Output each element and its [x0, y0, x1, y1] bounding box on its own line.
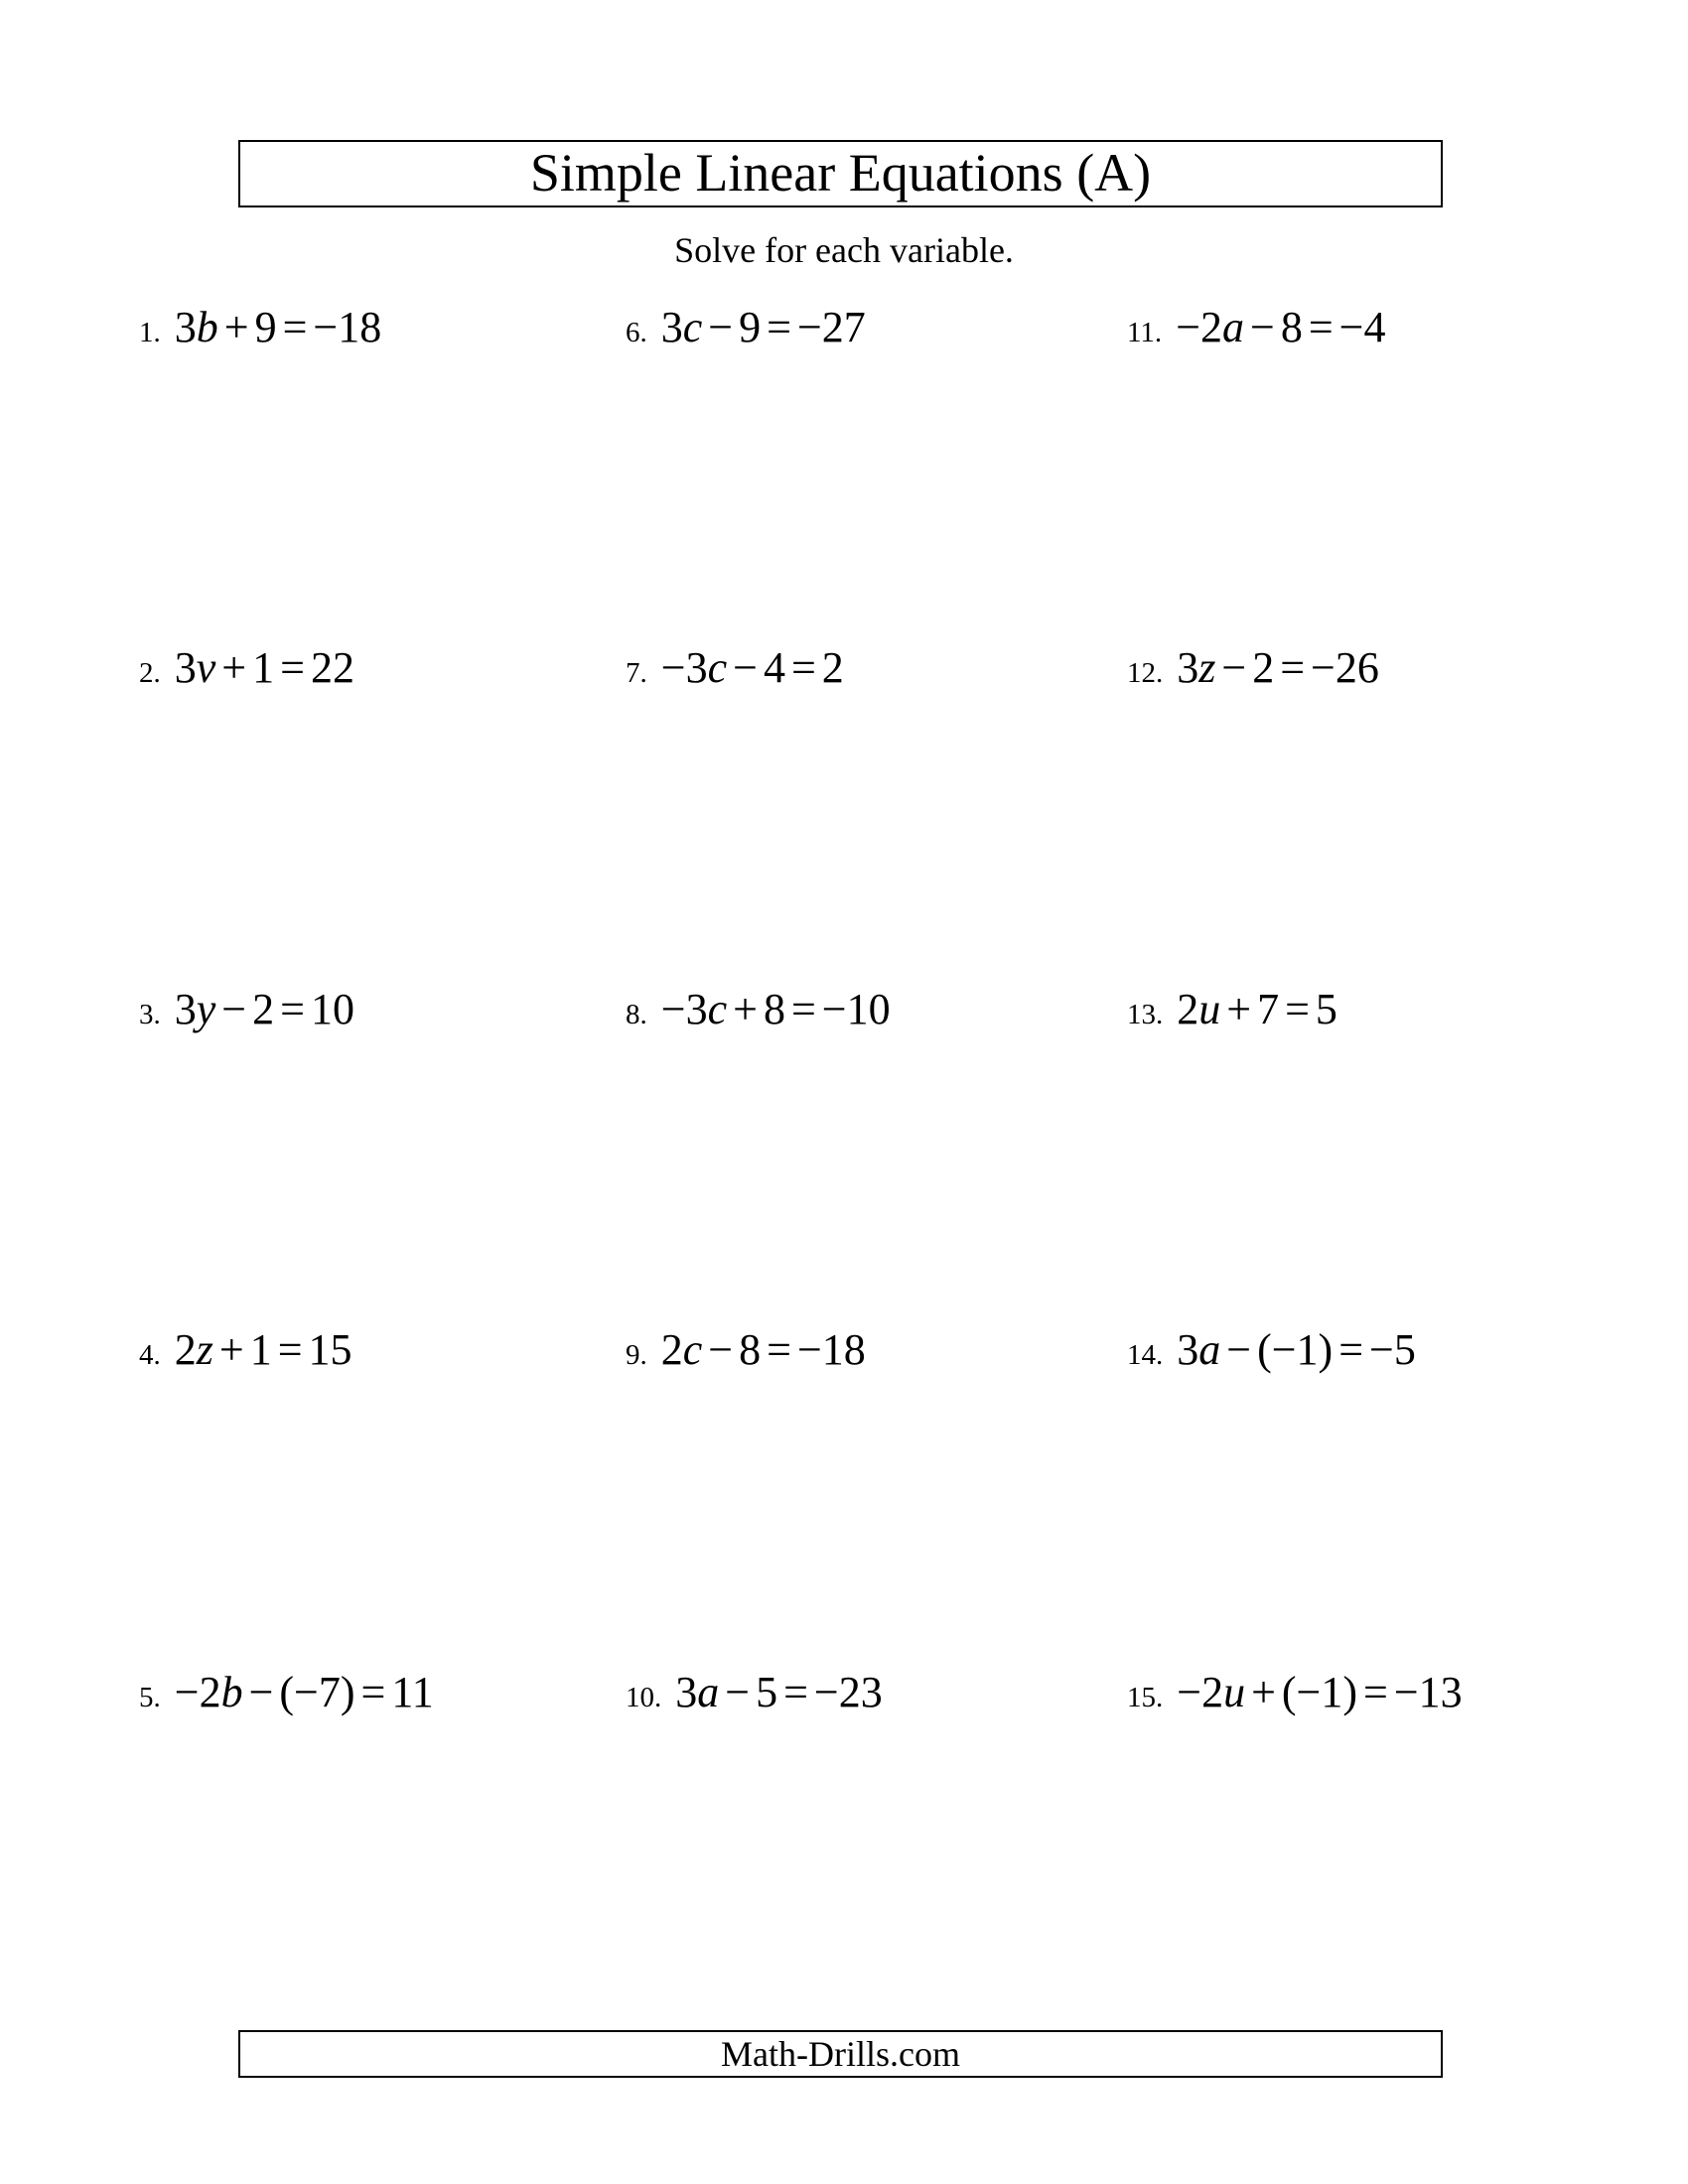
footer-credit: Math-Drills.com — [238, 2030, 1443, 2078]
equation-operator: = — [790, 985, 816, 1033]
problem-number: 9. — [626, 1339, 647, 1371]
equation — [1177, 985, 1337, 1033]
problem-10 — [626, 1668, 883, 1722]
problem-9 — [626, 1325, 866, 1380]
equation — [175, 303, 381, 351]
equation-variable: c — [682, 1325, 703, 1374]
problem-12 — [1127, 643, 1379, 698]
problem-13 — [1127, 985, 1337, 1039]
equation-variable: z — [196, 1325, 213, 1374]
equation-term: 22 — [310, 643, 354, 692]
equation-term: −2 — [1177, 1668, 1224, 1716]
equation-term: −13 — [1393, 1668, 1463, 1716]
equation-operator: = — [783, 1668, 808, 1716]
equation-term: 3 — [660, 303, 683, 351]
equation-term: 2 — [660, 1325, 683, 1374]
equation-variable: a — [1198, 1325, 1221, 1374]
equation-term: 3 — [174, 643, 197, 692]
equation-operator: − — [1250, 303, 1275, 351]
equation-variable: c — [682, 303, 703, 351]
equation-variable: b — [196, 303, 218, 351]
problem-1 — [139, 303, 381, 357]
problem-number: 14. — [1127, 1339, 1164, 1371]
problem-number: 12. — [1127, 657, 1164, 689]
equation-operator: − — [221, 985, 247, 1033]
equation-term: 1 — [252, 643, 275, 692]
equation-operator: = — [282, 303, 308, 351]
equation-term: 8 — [1280, 303, 1303, 351]
equation-operator: + — [1226, 985, 1252, 1033]
problem-8 — [626, 985, 891, 1039]
instructions: Solve for each variable. — [674, 230, 1014, 270]
equation — [675, 1668, 882, 1716]
equation — [175, 643, 354, 692]
equation-operator: − — [1226, 1325, 1252, 1374]
equation-variable: u — [1223, 1668, 1246, 1716]
equation-term: (−1) — [1281, 1668, 1358, 1716]
equation — [661, 643, 844, 692]
equation-operator: − — [248, 1668, 274, 1716]
equation-term: 8 — [739, 1325, 762, 1374]
equation-term: 3 — [174, 985, 197, 1033]
problem-number: 2. — [139, 657, 161, 689]
problem-15 — [1127, 1668, 1463, 1722]
equation-term: −4 — [1338, 303, 1386, 351]
equation-term: 8 — [763, 985, 785, 1033]
problem-number: 1. — [139, 317, 161, 348]
equation-variable: v — [196, 643, 216, 692]
problem-number: 5. — [139, 1682, 161, 1713]
equation — [661, 1325, 866, 1374]
equation-variable: b — [220, 1668, 243, 1716]
equation-term: −10 — [821, 985, 891, 1033]
equation-term: 1 — [249, 1325, 272, 1374]
problem-number: 13. — [1127, 999, 1164, 1030]
equation-term: 2 — [821, 643, 844, 692]
equation-operator: = — [280, 985, 305, 1033]
problem-number: 15. — [1127, 1682, 1164, 1713]
equation-term: 9 — [739, 303, 762, 351]
equation-variable: y — [196, 985, 216, 1033]
problem-11 — [1127, 303, 1386, 357]
equation-term: −23 — [813, 1668, 883, 1716]
equation-operator: = — [280, 643, 305, 692]
equation-operator: = — [1285, 985, 1310, 1033]
equation-operator: = — [1338, 1325, 1364, 1374]
equation-term: −3 — [660, 985, 708, 1033]
problem-4 — [139, 1325, 352, 1380]
equation-term: −26 — [1311, 643, 1379, 692]
equation-operator: − — [733, 643, 758, 692]
equation — [1177, 1325, 1416, 1374]
equation-variable: z — [1198, 643, 1216, 692]
equation-operator: − — [1221, 643, 1247, 692]
problem-7 — [626, 643, 844, 698]
worksheet-title: Simple Linear Equations (A) — [238, 140, 1443, 207]
equation-operator: − — [708, 1325, 734, 1374]
equation-term: 11 — [391, 1668, 434, 1716]
equation-term: 3 — [1177, 1325, 1199, 1374]
equation-operator: + — [733, 985, 758, 1033]
equation — [661, 303, 866, 351]
equation-operator: − — [708, 303, 734, 351]
equation-term: −5 — [1369, 1325, 1416, 1374]
equation-operator: = — [767, 1325, 791, 1374]
problem-number: 10. — [626, 1682, 662, 1713]
problem-5 — [139, 1668, 434, 1722]
equation-term: 3 — [1177, 643, 1199, 692]
equation-term: −2 — [174, 1668, 221, 1716]
equation-variable: a — [1222, 303, 1245, 351]
equation-term: 2 — [1252, 643, 1275, 692]
equation-operator: − — [725, 1668, 751, 1716]
equation-operator: = — [277, 1325, 303, 1374]
problem-number: 8. — [626, 999, 647, 1030]
equation-term: (−1) — [1257, 1325, 1334, 1374]
equation — [175, 1668, 434, 1716]
equation-term: 4 — [763, 643, 785, 692]
equation-variable: a — [697, 1668, 720, 1716]
equation-term: −18 — [796, 1325, 866, 1374]
equation-variable: c — [707, 643, 728, 692]
equation-term: (−7) — [279, 1668, 355, 1716]
equation-operator: = — [1308, 303, 1334, 351]
equation-operator: = — [767, 303, 791, 351]
equation-operator: = — [360, 1668, 386, 1716]
equation-operator: = — [1280, 643, 1306, 692]
equation-term: 7 — [1257, 985, 1280, 1033]
problem-number: 11. — [1127, 317, 1163, 348]
equation-variable: u — [1198, 985, 1221, 1033]
equation-term: 5 — [756, 1668, 778, 1716]
equation-term: −2 — [1176, 303, 1223, 351]
equation-term: 15 — [308, 1325, 352, 1374]
equation-term: −3 — [660, 643, 708, 692]
problem-2 — [139, 643, 354, 698]
problem-3 — [139, 985, 354, 1039]
equation-term: 2 — [1177, 985, 1199, 1033]
problem-number: 4. — [139, 1339, 161, 1371]
equation-operator: + — [1251, 1668, 1276, 1716]
problem-14 — [1127, 1325, 1416, 1380]
equation-term: −18 — [313, 303, 382, 351]
equation — [1177, 643, 1379, 692]
equation-term: 3 — [675, 1668, 698, 1716]
equation — [175, 985, 354, 1033]
problem-number: 3. — [139, 999, 161, 1030]
equation-term: 10 — [310, 985, 354, 1033]
equation-operator: + — [218, 1325, 244, 1374]
equation-operator: = — [790, 643, 816, 692]
equation-term: 3 — [174, 303, 197, 351]
problem-number: 7. — [626, 657, 647, 689]
equation-term: −27 — [796, 303, 866, 351]
equation-operator: + — [223, 303, 249, 351]
equation-term: 2 — [174, 1325, 197, 1374]
equation — [661, 985, 891, 1033]
problem-number: 6. — [626, 317, 647, 348]
equation-operator: = — [1363, 1668, 1388, 1716]
equation-operator: + — [221, 643, 247, 692]
equation — [1176, 303, 1385, 351]
equation — [175, 1325, 352, 1374]
equation-term: 9 — [254, 303, 277, 351]
equation-term: 2 — [252, 985, 275, 1033]
equation-variable: c — [707, 985, 728, 1033]
problem-6 — [626, 303, 866, 357]
equation — [1177, 1668, 1462, 1716]
equation-term: 5 — [1315, 985, 1337, 1033]
